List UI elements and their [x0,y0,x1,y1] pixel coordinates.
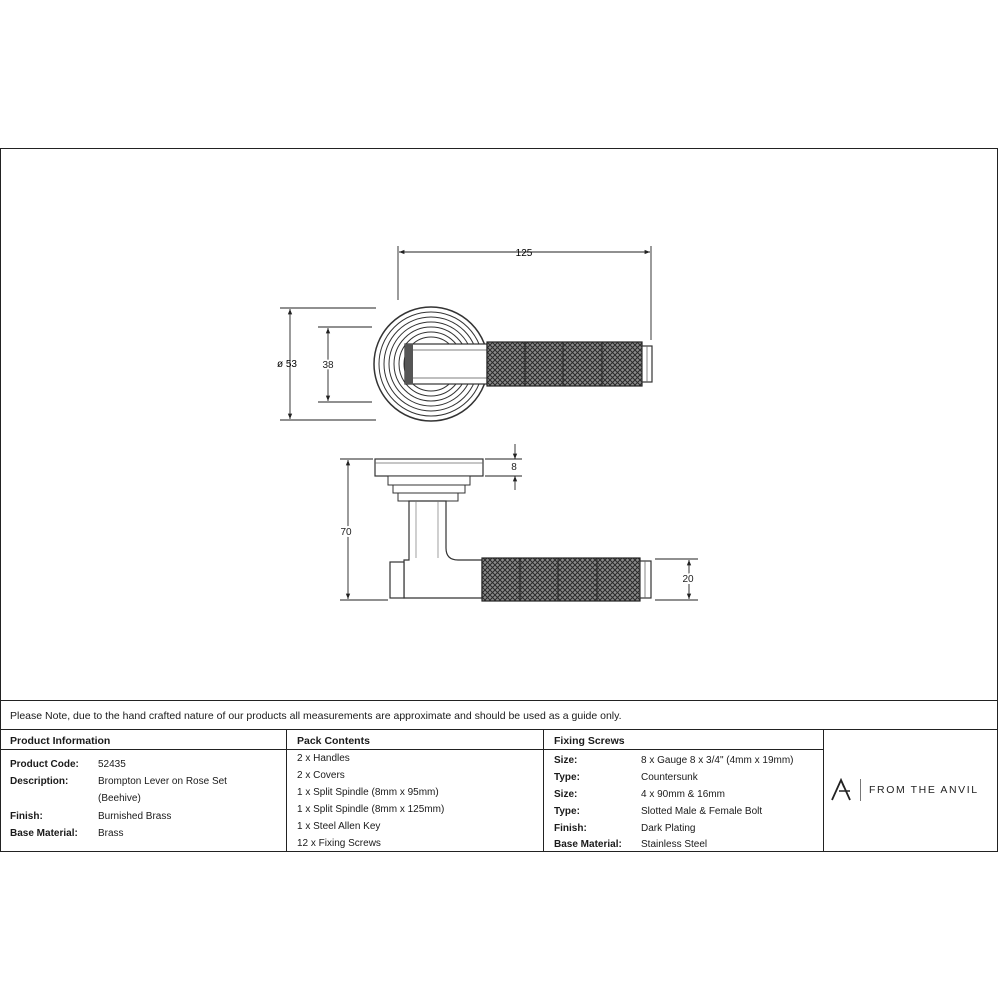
screw-material-label: Base Material: [554,839,622,850]
knurled-grip [487,342,642,386]
screw-material-value: Stainless Steel [641,839,708,850]
header-rule [0,749,823,750]
bolt-size-label: Size: [554,789,578,800]
pack-item: 2 x Handles [297,753,350,764]
col-divider-2 [543,729,544,852]
col-divider-3 [823,729,824,852]
brand-separator [860,779,861,801]
fixing-screws-header: Fixing Screws [554,735,625,747]
dim-70-label: 70 [340,527,352,538]
pack-item: 2 x Covers [297,770,345,781]
lever-side-view [375,459,651,601]
dim-20-label: 20 [682,574,694,585]
bolt-type-value: Slotted Male & Female Bolt [641,806,763,817]
description-label: Description: [10,776,69,787]
pack-item: 1 x Split Spindle (8mm x 95mm) [297,787,439,798]
base-material-label: Base Material: [10,828,78,839]
screw-type-value: Countersunk [641,772,698,783]
bolt-size-value: 4 x 90mm & 16mm [641,789,725,800]
screw-finish-label: Finish: [554,823,587,834]
dim-125 [398,246,651,340]
product-code-value: 52435 [98,759,126,770]
pack-contents-header: Pack Contents [297,735,370,747]
table-top-rule [0,700,998,701]
knurled-grip-side [482,558,640,601]
description-value-cont: (Beehive) [98,793,141,804]
dim-8-label: 8 [511,462,517,473]
col-divider-1 [286,729,287,852]
rose-plate [375,459,483,476]
pack-item: 1 x Split Spindle (8mm x 125mm) [297,804,445,815]
finish-label: Finish: [10,811,43,822]
dim-53-label: ø 53 [276,359,298,370]
note-rule [0,729,998,730]
technical-drawing [0,148,1000,700]
lever-front-view [374,307,652,421]
base-material-value: Brass [98,828,124,839]
pack-item: 12 x Fixing Screws [297,838,381,849]
screw-finish-value: Dark Plating [641,823,696,834]
pack-item: 1 x Steel Allen Key [297,821,381,832]
product-info-header: Product Information [10,735,111,747]
description-value: Brompton Lever on Rose Set [98,776,227,787]
brand-block [830,778,979,802]
screw-size-value: 8 x Gauge 8 x 3/4" (4mm x 19mm) [641,755,794,766]
screw-type-label: Type: [554,772,580,783]
finish-value: Burnished Brass [98,811,172,822]
product-code-label: Product Code: [10,759,79,770]
anvil-a-logo-icon [830,778,852,802]
screw-size-label: Size: [554,755,578,766]
dim-125-label: 125 [515,248,533,259]
measurement-note: Please Note, due to the hand crafted nature of our products all measurements are approximate and should be used as a guide only. [10,710,622,722]
brand-name: FROM THE ANVIL [869,784,979,796]
bolt-type-label: Type: [554,806,580,817]
dim-38-label: 38 [322,360,334,371]
